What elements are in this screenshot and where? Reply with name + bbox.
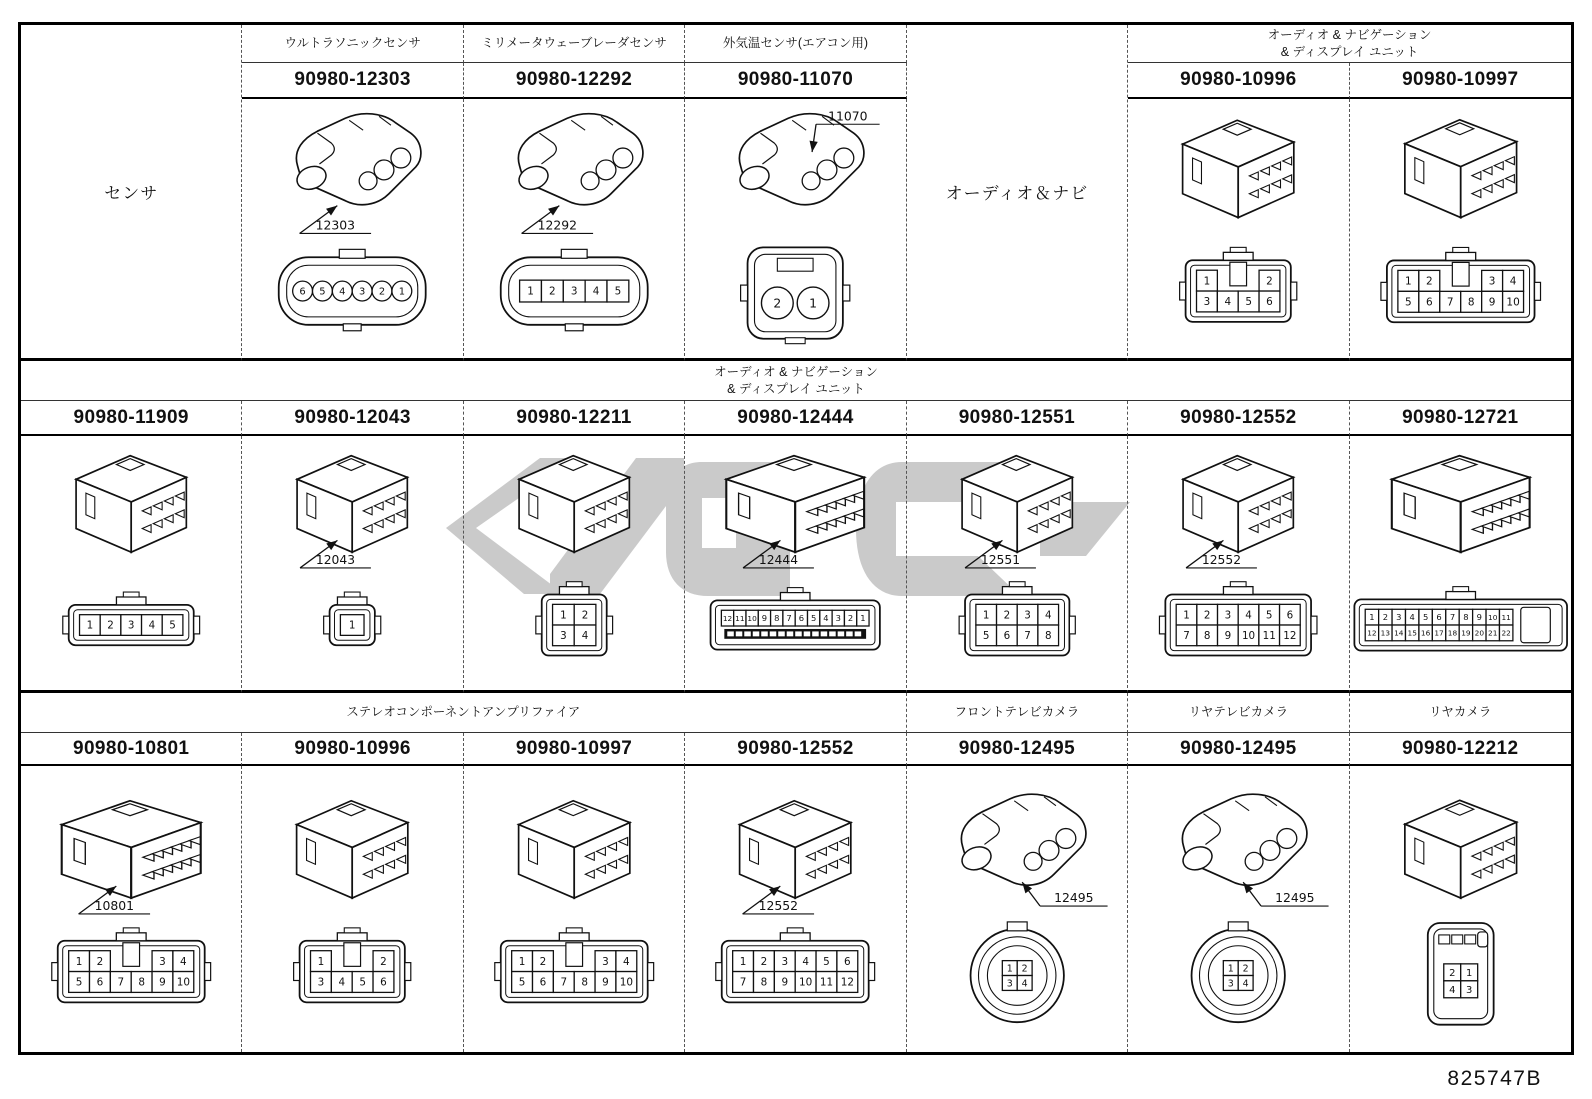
svg-text:1: 1 (1465, 967, 1472, 979)
svg-text:5: 5 (319, 286, 327, 298)
svg-text:5: 5 (614, 285, 622, 298)
svg-text:4: 4 (180, 955, 187, 968)
svg-text:4: 4 (338, 976, 346, 989)
connector-name-text: リヤカメラ (1429, 705, 1492, 720)
group-name-stereo-component-amplifier (21, 693, 907, 733)
svg-text:1: 1 (1006, 963, 1013, 975)
connector-drawing-90980-11909 (21, 436, 242, 693)
svg-text:16: 16 (1420, 628, 1430, 638)
svg-text:10: 10 (1505, 296, 1520, 309)
connector-name-millimeter-wave-radar-sensor (464, 25, 685, 63)
svg-text:4: 4 (622, 955, 630, 968)
svg-text:12495: 12495 (1275, 890, 1315, 906)
svg-text:4: 4 (1245, 609, 1252, 622)
svg-text:7: 7 (786, 613, 793, 624)
svg-text:3: 3 (1395, 612, 1402, 623)
svg-text:7: 7 (1446, 296, 1454, 309)
svg-text:3: 3 (570, 285, 578, 298)
connector-drawing-90980-12212 (1350, 766, 1571, 1052)
svg-text:12: 12 (1283, 630, 1297, 643)
svg-text:12495: 12495 (1053, 890, 1094, 906)
svg-text:3: 3 (1224, 609, 1232, 622)
svg-text:2: 2 (1266, 275, 1273, 288)
part-number-90980-10997-bottom: 90980-10997 (464, 733, 685, 766)
svg-text:9: 9 (602, 976, 609, 989)
part-number-90980-12444: 90980-12444 (685, 401, 906, 436)
svg-text:5: 5 (1245, 296, 1253, 309)
svg-text:4: 4 (148, 619, 156, 632)
svg-text:2: 2 (1448, 967, 1455, 979)
group-label-audio-navi (907, 25, 1128, 361)
svg-text:12292: 12292 (537, 217, 577, 233)
svg-text:3: 3 (1006, 978, 1013, 990)
group-name-audio-navi-display-middle (21, 361, 1571, 401)
svg-text:7: 7 (1023, 630, 1031, 643)
connector-drawing-90980-12552-middle (1128, 436, 1349, 693)
svg-text:4: 4 (1021, 978, 1028, 990)
svg-text:2: 2 (1382, 612, 1388, 623)
connector-drawing-90980-12551 (907, 436, 1128, 693)
connector-drawing-90980-12211 (464, 436, 685, 693)
part-number-90980-12495-rear: 90980-12495 (1128, 733, 1349, 766)
svg-text:3: 3 (1465, 984, 1472, 996)
svg-text:6: 6 (844, 955, 851, 968)
svg-text:6: 6 (798, 613, 805, 624)
connector-name-ambient-temp-sensor (685, 25, 906, 63)
svg-text:6: 6 (380, 976, 388, 989)
svg-text:1: 1 (86, 619, 94, 632)
svg-text:6: 6 (1435, 612, 1442, 623)
svg-text:15: 15 (1407, 628, 1417, 638)
svg-text:5: 5 (811, 613, 817, 624)
svg-text:11070: 11070 (828, 108, 868, 124)
connector-name-rear-tv-camera (1128, 693, 1349, 733)
part-number-90980-12303: 90980-12303 (242, 63, 463, 99)
svg-text:7: 7 (1183, 630, 1190, 643)
svg-text:2: 2 (1021, 963, 1028, 975)
svg-text:1: 1 (1203, 275, 1211, 288)
part-number-90980-12721: 90980-12721 (1350, 401, 1571, 436)
svg-text:2: 2 (380, 955, 388, 968)
connector-name-text: フロントテレビカメラ (954, 705, 1080, 720)
connector-drawing-90980-12495-front-camera (907, 766, 1128, 1052)
connector-drawing-90980-10997-top (1350, 99, 1571, 361)
svg-text:1: 1 (1227, 963, 1234, 975)
part-number-90980-12043: 90980-12043 (242, 401, 463, 436)
connector-drawing-90980-12495-rear-camera (1128, 766, 1349, 1052)
svg-text:6: 6 (1425, 296, 1433, 309)
svg-text:4: 4 (592, 285, 600, 298)
svg-text:11: 11 (1262, 630, 1276, 643)
svg-text:1: 1 (740, 955, 747, 968)
svg-text:12552: 12552 (1202, 552, 1242, 567)
connector-drawing-90980-10801 (21, 766, 242, 1052)
svg-text:5: 5 (1266, 609, 1273, 622)
svg-text:19: 19 (1460, 628, 1471, 638)
svg-text:2: 2 (96, 955, 104, 968)
svg-text:9: 9 (1476, 612, 1482, 623)
svg-text:8: 8 (581, 976, 588, 989)
svg-text:10: 10 (619, 976, 633, 989)
group-label-sensor (21, 25, 242, 361)
svg-text:4: 4 (581, 630, 589, 643)
svg-text:12303: 12303 (316, 217, 356, 233)
svg-text:5: 5 (169, 619, 176, 632)
svg-text:8: 8 (1044, 630, 1052, 643)
svg-text:12551: 12551 (980, 552, 1020, 567)
svg-text:18: 18 (1447, 628, 1457, 638)
document-code: 825747B (1447, 1067, 1542, 1090)
connector-name-front-tv-camera (907, 693, 1128, 733)
connector-drawing-90980-10996-bottom (242, 766, 463, 1052)
svg-text:1: 1 (1368, 612, 1375, 623)
svg-text:2: 2 (760, 955, 768, 968)
svg-text:11: 11 (820, 976, 834, 989)
svg-text:1: 1 (809, 295, 818, 311)
svg-text:3: 3 (1227, 978, 1234, 990)
svg-text:1: 1 (518, 955, 526, 968)
group-name-line1: オーディオ & ナビゲーション (714, 364, 878, 379)
svg-text:10801: 10801 (94, 897, 135, 913)
connector-drawing-90980-10997-bottom (464, 766, 685, 1052)
connector-drawing-90980-11070 (685, 99, 906, 361)
svg-text:7: 7 (740, 976, 747, 989)
svg-text:2: 2 (848, 613, 854, 624)
svg-text:3: 3 (1023, 609, 1031, 622)
svg-text:3: 3 (159, 955, 166, 968)
connector-drawing-90980-12043 (242, 436, 463, 693)
part-number-90980-12211: 90980-12211 (464, 401, 685, 436)
svg-text:4: 4 (802, 955, 810, 968)
connector-drawing-90980-12444 (685, 436, 906, 693)
group-name-line2: & ディスプレイ ユニット (727, 382, 865, 396)
svg-text:3: 3 (1488, 275, 1496, 288)
svg-text:4: 4 (1224, 296, 1232, 309)
svg-text:9: 9 (1488, 296, 1496, 309)
svg-text:5: 5 (359, 976, 367, 989)
svg-text:1: 1 (75, 955, 83, 968)
svg-text:9: 9 (781, 976, 789, 989)
svg-text:2: 2 (1003, 609, 1010, 622)
svg-text:12: 12 (1366, 628, 1377, 638)
svg-text:3: 3 (318, 976, 325, 989)
connector-name-text: ウルトラソニックセンサ (284, 36, 421, 51)
svg-text:5: 5 (1422, 612, 1428, 623)
part-number-90980-10997: 90980-10997 (1350, 63, 1571, 99)
svg-text:2: 2 (1425, 275, 1433, 288)
svg-text:12552: 12552 (758, 897, 799, 913)
svg-text:14: 14 (1393, 628, 1404, 638)
part-number-90980-12212: 90980-12212 (1350, 733, 1571, 766)
svg-text:7: 7 (117, 976, 125, 989)
group-name-text: ステレオコンポーネントアンプリファイア (346, 705, 581, 720)
svg-text:13: 13 (1380, 628, 1390, 638)
svg-text:2: 2 (1242, 963, 1249, 975)
svg-text:2: 2 (539, 955, 547, 968)
svg-text:12043: 12043 (316, 552, 356, 567)
svg-text:20: 20 (1474, 628, 1484, 638)
part-number-90980-10801: 90980-10801 (21, 733, 242, 766)
connector-name-ultrasonic-sensor (242, 25, 463, 63)
connector-drawing-90980-12552-bottom (685, 766, 906, 1052)
svg-text:2: 2 (581, 609, 589, 622)
svg-text:1: 1 (349, 619, 356, 632)
svg-text:6: 6 (1266, 296, 1273, 309)
svg-text:3: 3 (602, 955, 609, 968)
svg-text:1: 1 (1404, 275, 1412, 288)
svg-text:17: 17 (1433, 628, 1444, 638)
svg-text:1: 1 (527, 285, 534, 298)
group-label-audio-navi-text: オーディオ＆ナビ (945, 184, 1089, 203)
svg-text:8: 8 (1467, 296, 1475, 309)
svg-text:9: 9 (1224, 630, 1232, 643)
svg-text:1: 1 (399, 286, 406, 298)
part-number-90980-11070: 90980-11070 (685, 63, 906, 99)
connector-table (18, 22, 1574, 1055)
svg-text:4: 4 (1044, 609, 1052, 622)
svg-text:10: 10 (1487, 612, 1498, 622)
svg-text:1: 1 (318, 955, 325, 968)
svg-text:7: 7 (1449, 612, 1455, 623)
group-name-line2: & ディスプレイ ユニット (1280, 45, 1419, 59)
connector-name-text: リヤテレビカメラ (1188, 705, 1289, 720)
part-number-90980-11909: 90980-11909 (21, 401, 242, 436)
part-number-90980-12552-middle: 90980-12552 (1128, 401, 1349, 436)
group-label-sensor-text: センサ (104, 184, 159, 203)
svg-text:4: 4 (823, 613, 829, 624)
svg-text:2: 2 (548, 285, 556, 298)
svg-text:1: 1 (559, 609, 567, 622)
svg-text:8: 8 (138, 976, 145, 989)
group-name-audio-navi-display-top (1128, 25, 1571, 63)
svg-text:12: 12 (840, 976, 855, 989)
svg-text:7: 7 (560, 976, 567, 989)
connector-name-rear-camera (1350, 693, 1571, 733)
group-name-line1: オーディオ & ナビゲーション (1267, 27, 1432, 42)
svg-text:8: 8 (760, 976, 768, 989)
svg-text:21: 21 (1487, 628, 1498, 638)
svg-text:6: 6 (1003, 630, 1010, 643)
svg-text:1: 1 (860, 613, 866, 624)
svg-text:11: 11 (1501, 612, 1511, 622)
svg-text:10: 10 (799, 976, 813, 989)
svg-text:12: 12 (723, 613, 733, 623)
part-number-90980-10996-bottom: 90980-10996 (242, 733, 463, 766)
svg-text:6: 6 (96, 976, 104, 989)
svg-text:3: 3 (559, 630, 567, 643)
svg-text:9: 9 (762, 613, 768, 624)
svg-text:12444: 12444 (759, 552, 799, 567)
svg-text:5: 5 (982, 630, 990, 643)
svg-text:4: 4 (1509, 275, 1516, 288)
svg-text:5: 5 (75, 976, 83, 989)
svg-text:5: 5 (518, 976, 526, 989)
svg-text:4: 4 (1242, 978, 1249, 990)
svg-text:11: 11 (735, 613, 745, 623)
part-number-90980-12495-front: 90980-12495 (907, 733, 1128, 766)
svg-text:8: 8 (774, 613, 780, 624)
svg-text:3: 3 (835, 613, 842, 624)
part-number-90980-12292: 90980-12292 (464, 63, 685, 99)
svg-text:10: 10 (176, 976, 190, 989)
svg-text:2: 2 (1204, 609, 1211, 622)
svg-text:4: 4 (1409, 612, 1415, 623)
svg-text:6: 6 (1286, 609, 1294, 622)
svg-text:6: 6 (299, 286, 307, 298)
connector-drawing-90980-12303 (242, 99, 463, 361)
svg-text:3: 3 (1203, 296, 1211, 309)
connector-drawing-90980-10996-top (1128, 99, 1349, 361)
part-number-90980-12552-bottom: 90980-12552 (685, 733, 906, 766)
svg-text:2: 2 (773, 295, 782, 311)
part-number-90980-10996: 90980-10996 (1128, 63, 1349, 99)
connector-name-text: 外気温センサ(エアコン用) (722, 36, 869, 51)
svg-text:8: 8 (1462, 612, 1469, 623)
svg-text:4: 4 (1448, 984, 1455, 996)
svg-text:4: 4 (339, 286, 346, 298)
connector-drawing-90980-12292 (464, 99, 685, 361)
svg-text:6: 6 (539, 976, 547, 989)
svg-text:5: 5 (823, 955, 831, 968)
svg-text:3: 3 (127, 619, 135, 632)
svg-text:8: 8 (1204, 630, 1211, 643)
svg-text:3: 3 (359, 286, 366, 298)
svg-text:9: 9 (159, 976, 166, 989)
svg-text:2: 2 (107, 619, 114, 632)
svg-text:5: 5 (1404, 296, 1412, 309)
svg-text:10: 10 (747, 613, 758, 623)
connector-drawing-90980-12721 (1350, 436, 1571, 693)
connector-name-text: ミリメータウェーブレーダセンサ (481, 36, 667, 51)
svg-text:10: 10 (1242, 630, 1256, 643)
svg-text:1: 1 (982, 609, 990, 622)
svg-text:1: 1 (1183, 609, 1190, 622)
svg-text:2: 2 (379, 286, 386, 298)
part-number-90980-12551: 90980-12551 (907, 401, 1128, 436)
svg-text:3: 3 (781, 955, 789, 968)
svg-text:22: 22 (1501, 628, 1511, 638)
